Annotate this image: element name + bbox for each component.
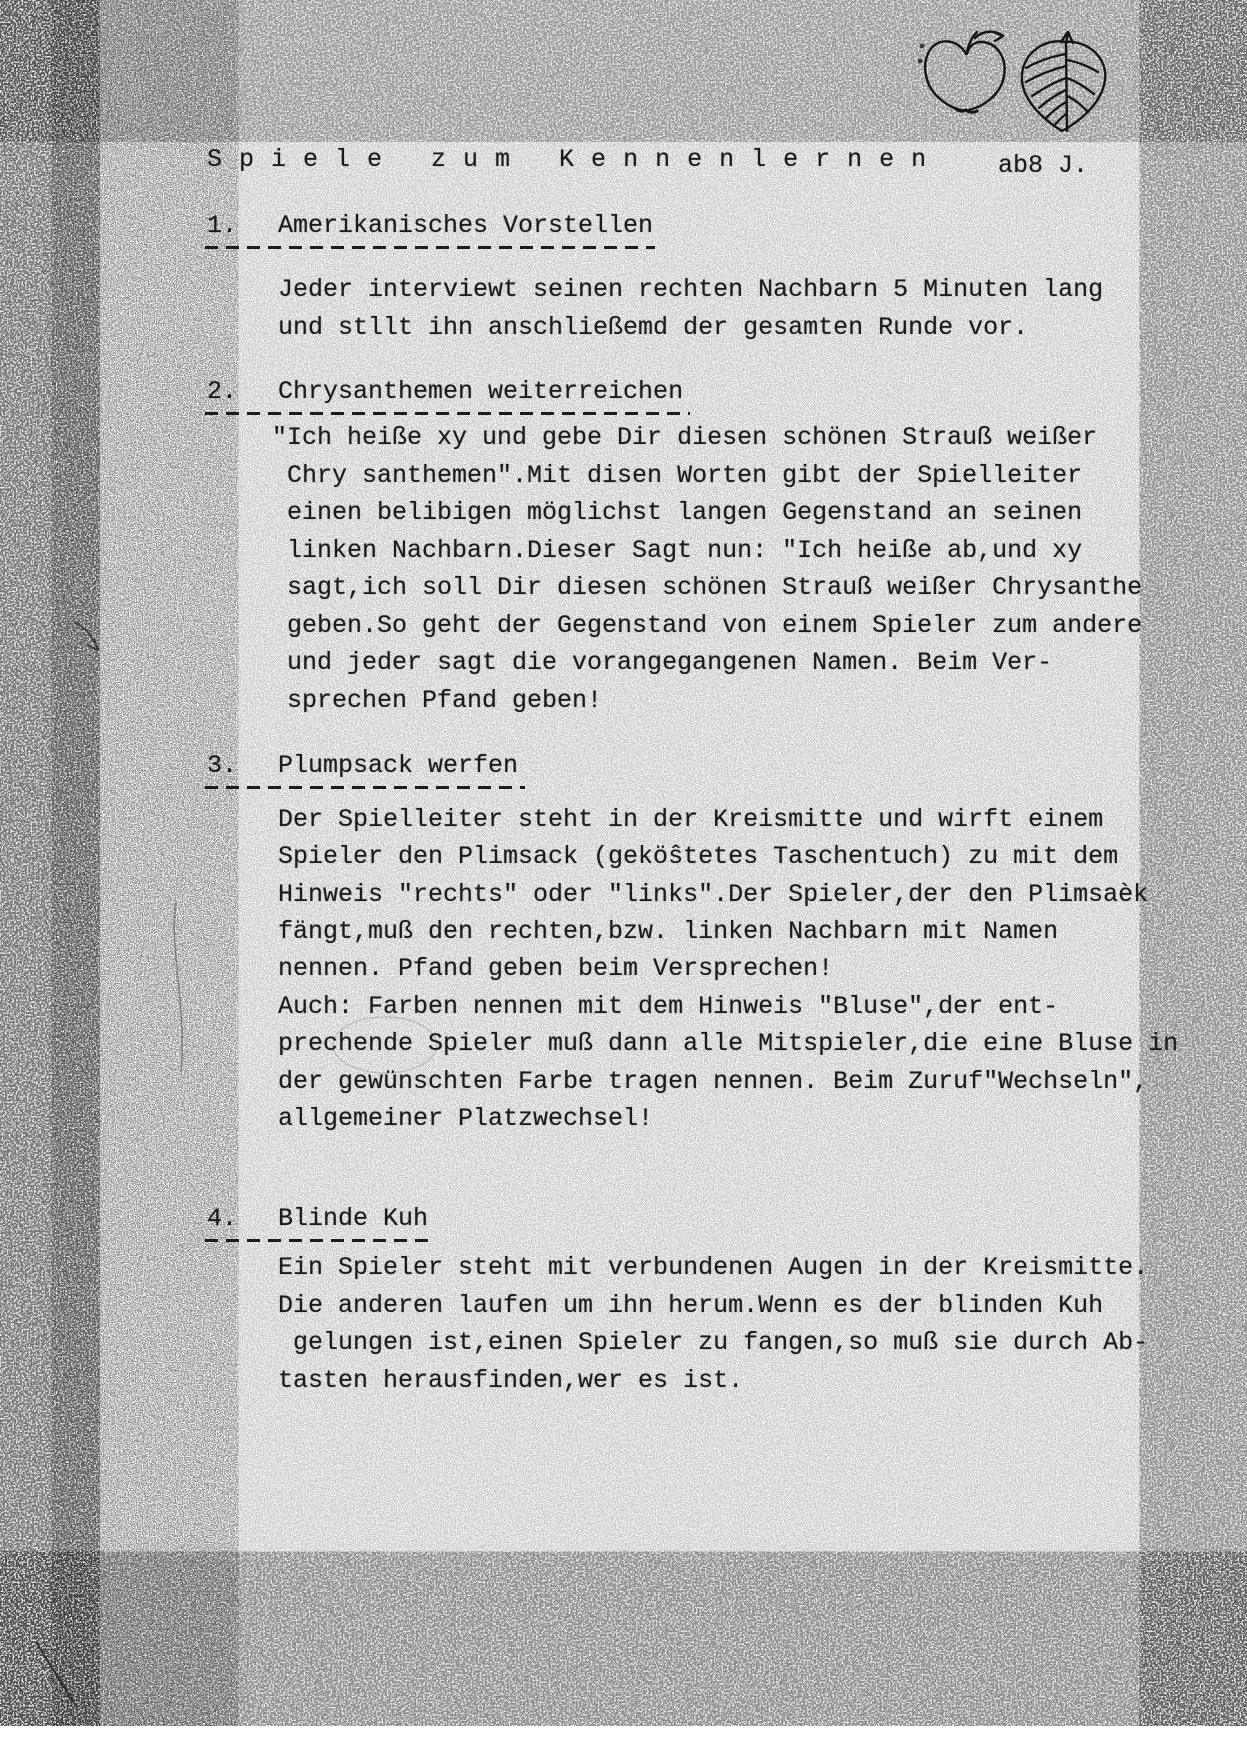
text-line: fängt,muß den rechten,bzw. linken Nachbarn mit Namen [278,917,1059,946]
text-line: Der Spielleiter steht in der Kreismitte und wirft einem [278,805,1104,834]
heading-underline [205,786,525,789]
text-line: gelungen ist,einen Spieler zu fangen,so muß sie durch Ab- [278,1328,1149,1357]
section-4-heading: Blinde Kuh [278,1204,429,1233]
text-line: sprechen Pfand geben! [272,686,603,715]
text-line: "Ich heiße xy und gebe Dir diesen schönen Strauß weißer [272,423,1098,452]
section-1-number: 1. [207,211,238,240]
text-line: einen belibigen möglichst langen Gegenstand an seinen [272,498,1083,527]
heading-underline [205,246,655,249]
text-line: Spieler den Plimsack (geköŝtetes Taschentuch) zu mit dem [278,842,1119,871]
text-line: Ein Spieler steht mit verbundenen Augen in der Kreismitte. [278,1253,1149,1282]
leaf-doodle-icon [1012,30,1112,136]
text-line: prechende Spieler muß dann alle Mitspieler,die eine Bluse in [278,1029,1179,1058]
age-note: ab8 J. [998,151,1089,180]
text-line: Jeder interviewt seinen rechten Nachbarn 5 Minuten lang [278,275,1104,304]
text-line: nennen. Pfand geben beim Versprechen! [278,954,834,983]
heading-underline [205,412,690,415]
text-line: allgemeiner Platzwechsel! [278,1104,654,1133]
apple-doodle-icon [915,24,1015,116]
section-4-number: 4. [207,1204,238,1233]
text-line: Die anderen laufen um ihn herum.Wenn es der blinden Kuh [278,1291,1104,1320]
text-line: der gewünschten Farbe tragen nennen. Beim Zuruf"Wechseln", [278,1067,1149,1096]
text-line: tasten herausfinden,wer es ist. [278,1366,744,1395]
text-line: Hinweis "rechts" oder "links".Der Spieler,der den Plimsaèk [278,880,1149,909]
text-line: geben.So geht der Gegenstand von einem Spieler zum andere [272,611,1143,640]
text-line: Auch: Farben nennen mit dem Hinweis "Bluse",der ent- [278,992,1059,1021]
section-2-heading: Chrysanthemen weiterreichen [278,377,684,406]
text-line: und stllt ihn anschließemd der gesamten Runde vor. [278,313,1029,342]
text-line: und jeder sagt die vorangegangenen Namen. Beim Ver- [272,648,1053,677]
text-line: sagt,ich soll Dir diesen schönen Strauß weißer Chrysanthe [272,573,1143,602]
section-3-heading: Plumpsack werfen [278,751,519,780]
text-line: linken Nachbarn.Dieser Sagt nun: "Ich heiße ab,und xy [272,536,1083,565]
heading-underline [205,1239,435,1242]
section-3-number: 3. [207,751,238,780]
section-2-number: 2. [207,377,238,406]
section-1-heading: Amerikanisches Vorstellen [278,211,654,240]
text-line: Chry santhemen".Mit disen Worten gibt der Spielleiter [272,461,1083,490]
page-title: S p i e l e z u m K e n n e n l e r n e n [207,145,928,174]
